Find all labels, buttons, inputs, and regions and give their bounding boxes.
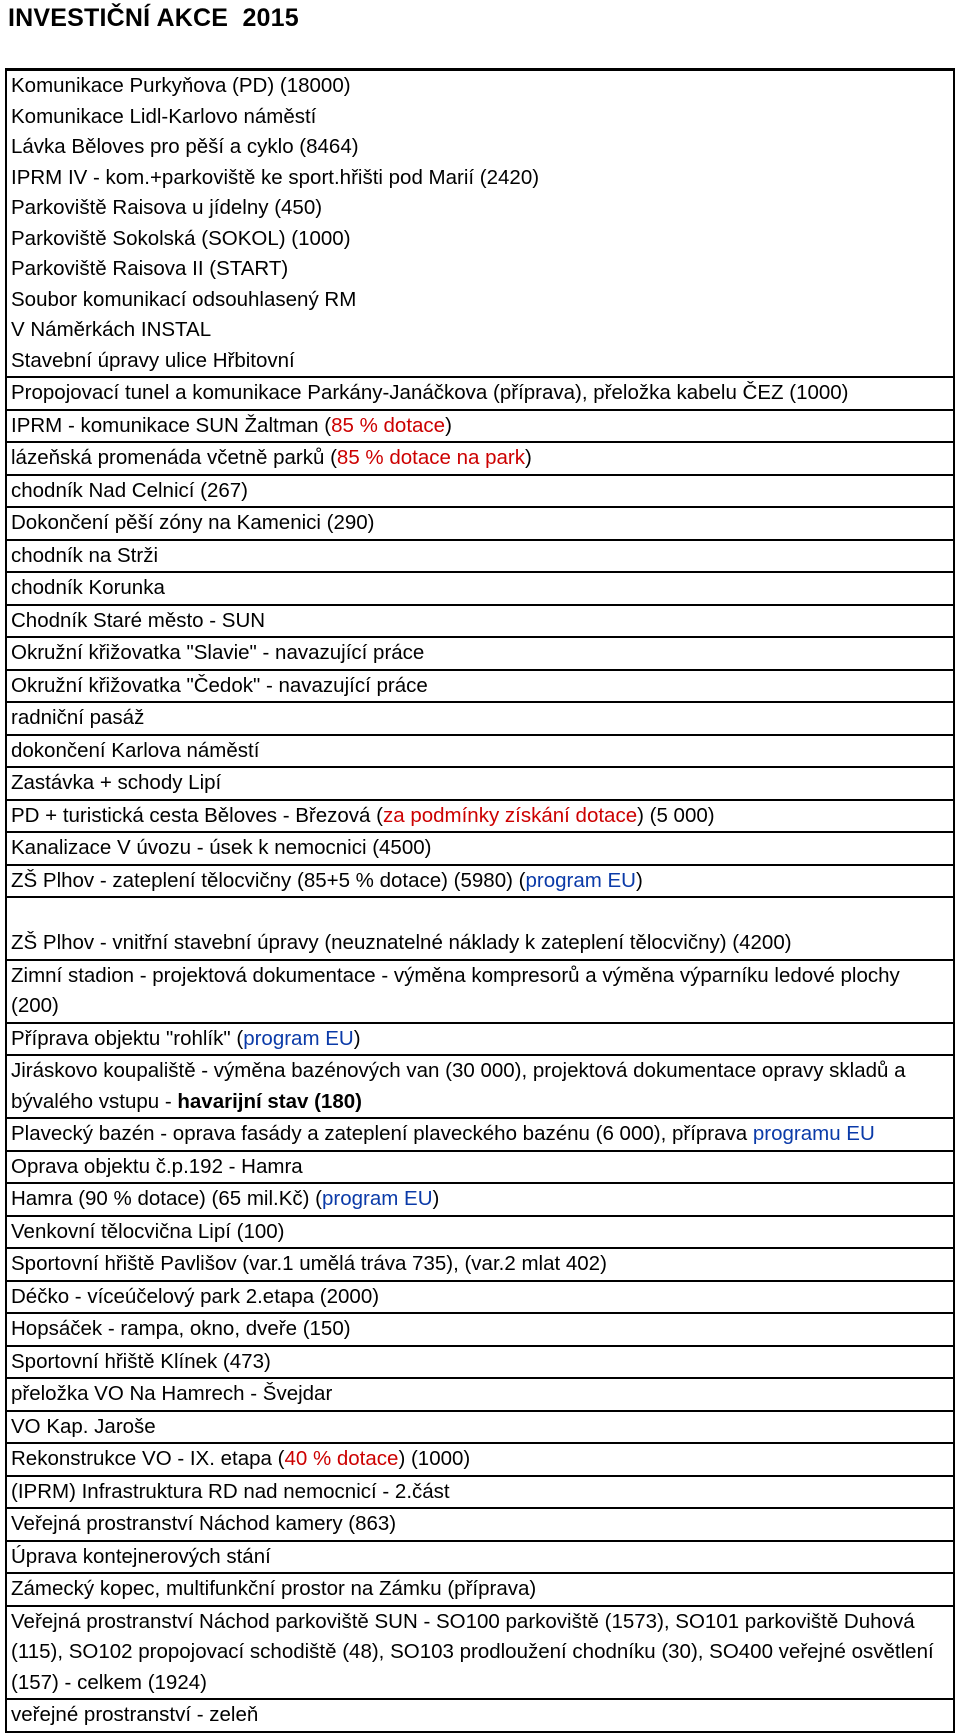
- table-row: [6, 70, 954, 102]
- table-row: [6, 572, 954, 605]
- table-row: [6, 1151, 954, 1184]
- row-cell: [6, 285, 954, 316]
- text-segment: Plavecký bazén - oprava fasády a zateplení plaveckého bazénu (6 000), příprava: [11, 1122, 753, 1145]
- row-cell: [6, 102, 954, 133]
- text-segment: Veřejná prostranství Náchod parkoviště SUN - SO100 parkoviště (1573), SO101 parkoviště Duhová (115), SO102 propojovací schodiště (48), SO103 prodloužení chodníku (30), SO400 veřejné osvětlení (157) - celkem (1924): [11, 1609, 934, 1694]
- table-row: [6, 1248, 954, 1281]
- row-cell: [6, 832, 954, 865]
- row-cell: [6, 1606, 954, 1700]
- text-segment: Dokončení pěší zóny na Kamenici (290): [11, 511, 375, 534]
- table-row: [6, 865, 954, 898]
- row-cell: [6, 475, 954, 508]
- blue-text-segment: programu EU: [752, 1122, 875, 1145]
- row-cell: [6, 1573, 954, 1606]
- row-cell: [6, 1443, 954, 1476]
- table-row: [6, 1281, 954, 1314]
- text-segment: Komunikace Purkyňova (PD) (18000): [11, 74, 351, 97]
- row-cell: [6, 702, 954, 735]
- table-row: [6, 928, 954, 960]
- text-segment: Zimní stadion - projektová dokumentace - výměna kompresorů a výměna výparníku ledové plochy (200): [11, 963, 900, 1017]
- red-text-segment: za podmínky získání dotace: [382, 803, 638, 827]
- row-cell: [6, 1411, 954, 1444]
- text-segment: Rekonstrukce VO - IX. etapa (: [11, 1447, 285, 1470]
- text-segment: Komunikace Lidl-Karlovo náměstí: [11, 104, 317, 128]
- text-segment: Oprava objektu č.p.192 - Hamra: [11, 1154, 303, 1178]
- text-segment: ) (5 000): [637, 803, 715, 827]
- table-row: [6, 410, 954, 443]
- row-cell: [6, 735, 954, 768]
- table-row: [6, 702, 954, 735]
- row-cell: [6, 70, 954, 102]
- text-segment: ): [432, 1187, 440, 1210]
- row-cell: [6, 1118, 954, 1151]
- table-row: [6, 285, 954, 316]
- row-cell: [6, 800, 954, 833]
- text-segment: V Náměrkách INSTAL: [11, 318, 212, 341]
- text-segment: přeložka VO Na Hamrech - Švejdar: [11, 1382, 333, 1405]
- text-segment: Déčko - víceúčelový park 2.etapa (2000): [11, 1284, 380, 1308]
- text-segment: Jiráskovo koupaliště - výměna bazénových van (30 000), projektová dokumentace opravy skladů a bývalého vstupu -: [11, 1059, 906, 1113]
- text-segment: Úprava kontejnerových stání: [11, 1544, 271, 1568]
- table-row: [6, 377, 954, 410]
- text-segment: Okružní křižovatka "Čedok" - navazující práce: [11, 673, 428, 697]
- table-row: [6, 132, 954, 163]
- text-segment: Kanalizace V úvozu - úsek k nemocnici (4500): [11, 836, 432, 859]
- row-cell: [6, 1313, 954, 1346]
- row-cell: [6, 1346, 954, 1379]
- table-row: [6, 475, 954, 508]
- text-segment: VO Kap. Jaroše: [11, 1414, 156, 1438]
- text-segment: Parkoviště Sokolská (SOKOL) (1000): [11, 226, 351, 250]
- table-row: [6, 315, 954, 346]
- text-segment: Hopsáček - rampa, okno, dveře (150): [11, 1317, 351, 1340]
- text-segment: Parkoviště Raisova u jídelny (450): [11, 196, 323, 219]
- row-cell: [6, 1281, 954, 1314]
- text-segment: IPRM IV - kom.+parkoviště ke sport.hřišti pod Marií (2420): [11, 165, 540, 189]
- row-cell: [6, 572, 954, 605]
- table-row: [6, 800, 954, 833]
- row-cell: [6, 1151, 954, 1184]
- row-cell: [6, 1508, 954, 1541]
- row-cell: [6, 605, 954, 638]
- text-segment: Parkoviště Raisova II (START): [11, 257, 289, 280]
- row-cell: [6, 1699, 954, 1732]
- table-row: [6, 163, 954, 194]
- text-segment: chodník Korunka: [11, 576, 165, 599]
- text-segment: Veřejná prostranství Náchod kamery (863): [11, 1512, 397, 1535]
- table-row: [6, 1443, 954, 1476]
- table-row: [6, 254, 954, 285]
- row-cell: [6, 928, 954, 960]
- text-segment: ): [635, 868, 643, 892]
- text-segment: IPRM - komunikace SUN Žaltman (: [11, 413, 332, 437]
- row-cell: [6, 1378, 954, 1411]
- table-row: [6, 507, 954, 540]
- text-segment: Příprava objektu "rohlík" (: [11, 1026, 244, 1050]
- row-cell: [6, 507, 954, 540]
- red-text-segment: 85 % dotace: [331, 413, 446, 437]
- text-segment: Okružní křižovatka "Slavie" - navazující práce: [11, 641, 425, 664]
- row-cell: [6, 767, 954, 800]
- text-segment: Zámecký kopec, multifunkční prostor na Zámku (příprava): [11, 1577, 537, 1600]
- row-cell: [6, 132, 954, 163]
- row-cell: [6, 377, 954, 410]
- table-row: [6, 1313, 954, 1346]
- table-row: [6, 442, 954, 475]
- text-segment: ZŠ Plhov - zateplení tělocvičny (85+5 % dotace) (5980) (: [11, 868, 526, 892]
- row-cell: [6, 1476, 954, 1509]
- text-segment: chodník Nad Celnicí (267): [11, 478, 249, 502]
- table-row: [6, 1023, 954, 1056]
- text-segment: dokončení Karlova náměstí: [11, 738, 260, 762]
- text-segment: PD + turistická cesta Běloves - Březová (: [11, 803, 383, 827]
- row-cell: [6, 254, 954, 285]
- blue-text-segment: program EU: [525, 868, 636, 892]
- text-segment: veřejné prostranství - zeleň: [11, 1703, 259, 1726]
- table-row: [6, 637, 954, 670]
- bold-text-segment: havarijní stav (180): [177, 1089, 362, 1113]
- row-cell: [6, 1023, 954, 1056]
- table-row: [6, 1508, 954, 1541]
- table-row: [6, 735, 954, 768]
- blue-text-segment: program EU: [322, 1187, 433, 1210]
- table-row: [6, 102, 954, 133]
- table-row: [6, 1476, 954, 1509]
- text-segment: ) (1000): [398, 1447, 471, 1470]
- text-segment: Hamra (90 % dotace) (65 mil.Kč) (: [11, 1187, 323, 1210]
- row-cell: [6, 1055, 954, 1118]
- text-segment: (IPRM) Infrastruktura RD nad nemocnicí - 2.část: [11, 1479, 450, 1503]
- row-cell: [6, 193, 954, 224]
- table-row: [6, 670, 954, 703]
- text-segment: ZŠ Plhov - vnitřní stavební úpravy (neuznatelné náklady k zateplení tělocvičny) (4200): [11, 931, 792, 954]
- table-row: [6, 767, 954, 800]
- row-cell: [6, 1248, 954, 1281]
- row-cell: [6, 670, 954, 703]
- table-row: [6, 1606, 954, 1700]
- text-segment: Propojovací tunel a komunikace Parkány-Janáčkova (příprava), přeložka kabelu ČEZ (1000): [11, 381, 849, 404]
- row-cell: [6, 346, 954, 378]
- table-row: [6, 540, 954, 573]
- table-row: [6, 960, 954, 1023]
- text-segment: ): [524, 446, 532, 469]
- spacer-row: [6, 897, 954, 928]
- row-cell: [6, 865, 954, 898]
- text-segment: Zastávka + schody Lipí: [11, 771, 222, 794]
- table-row: [6, 832, 954, 865]
- text-segment: lázeňská promenáda včetně parků (: [11, 446, 337, 469]
- text-segment: radniční pasáž: [11, 706, 145, 729]
- blue-text-segment: program EU: [243, 1026, 354, 1050]
- text-segment: ): [445, 413, 452, 437]
- row-cell: [6, 637, 954, 670]
- text-segment: Venkovní tělocvična Lipí (100): [11, 1219, 285, 1243]
- table-row: [6, 224, 954, 255]
- row-cell: [6, 960, 954, 1023]
- page-title: INVESTIČNÍ AKCE 2015: [8, 4, 299, 32]
- text-segment: Soubor komunikací odsouhlasený RM: [11, 287, 357, 311]
- row-cell: [6, 410, 954, 443]
- table-row: [6, 1541, 954, 1574]
- table-row: [6, 1055, 954, 1118]
- text-segment: chodník na Strži: [11, 543, 158, 567]
- table-row: [6, 1573, 954, 1606]
- text-segment: Sportovní hřiště Pavlišov (var.1 umělá tráva 735), (var.2 mlat 402): [11, 1252, 607, 1275]
- row-cell: [6, 1183, 954, 1216]
- spacer-cell: [6, 897, 954, 928]
- text-segment: ): [353, 1026, 361, 1050]
- text-segment: Stavební úpravy ulice Hřbitovní: [11, 348, 295, 372]
- row-cell: [6, 540, 954, 573]
- table-row: [6, 1699, 954, 1732]
- table-row: [6, 1183, 954, 1216]
- table-row: [6, 1216, 954, 1249]
- text-segment: Sportovní hřiště Klínek (473): [11, 1349, 271, 1373]
- table-row: [6, 1411, 954, 1444]
- table-row: [6, 1378, 954, 1411]
- text-segment: Lávka Běloves pro pěší a cyklo (8464): [11, 135, 359, 158]
- investment-table: [5, 68, 955, 1733]
- red-text-segment: 85 % dotace na park: [336, 446, 525, 469]
- row-cell: [6, 163, 954, 194]
- red-text-segment: 40 % dotace: [284, 1447, 399, 1470]
- table-row: [6, 193, 954, 224]
- table-row: [6, 605, 954, 638]
- table-row: [6, 1346, 954, 1379]
- table-row: [6, 346, 954, 378]
- text-segment: Chodník Staré město - SUN: [11, 608, 266, 632]
- row-cell: [6, 1541, 954, 1574]
- row-cell: [6, 315, 954, 346]
- row-cell: [6, 224, 954, 255]
- row-cell: [6, 1216, 954, 1249]
- investment-table-body: [6, 70, 954, 1732]
- table-row: [6, 1118, 954, 1151]
- row-cell: [6, 442, 954, 475]
